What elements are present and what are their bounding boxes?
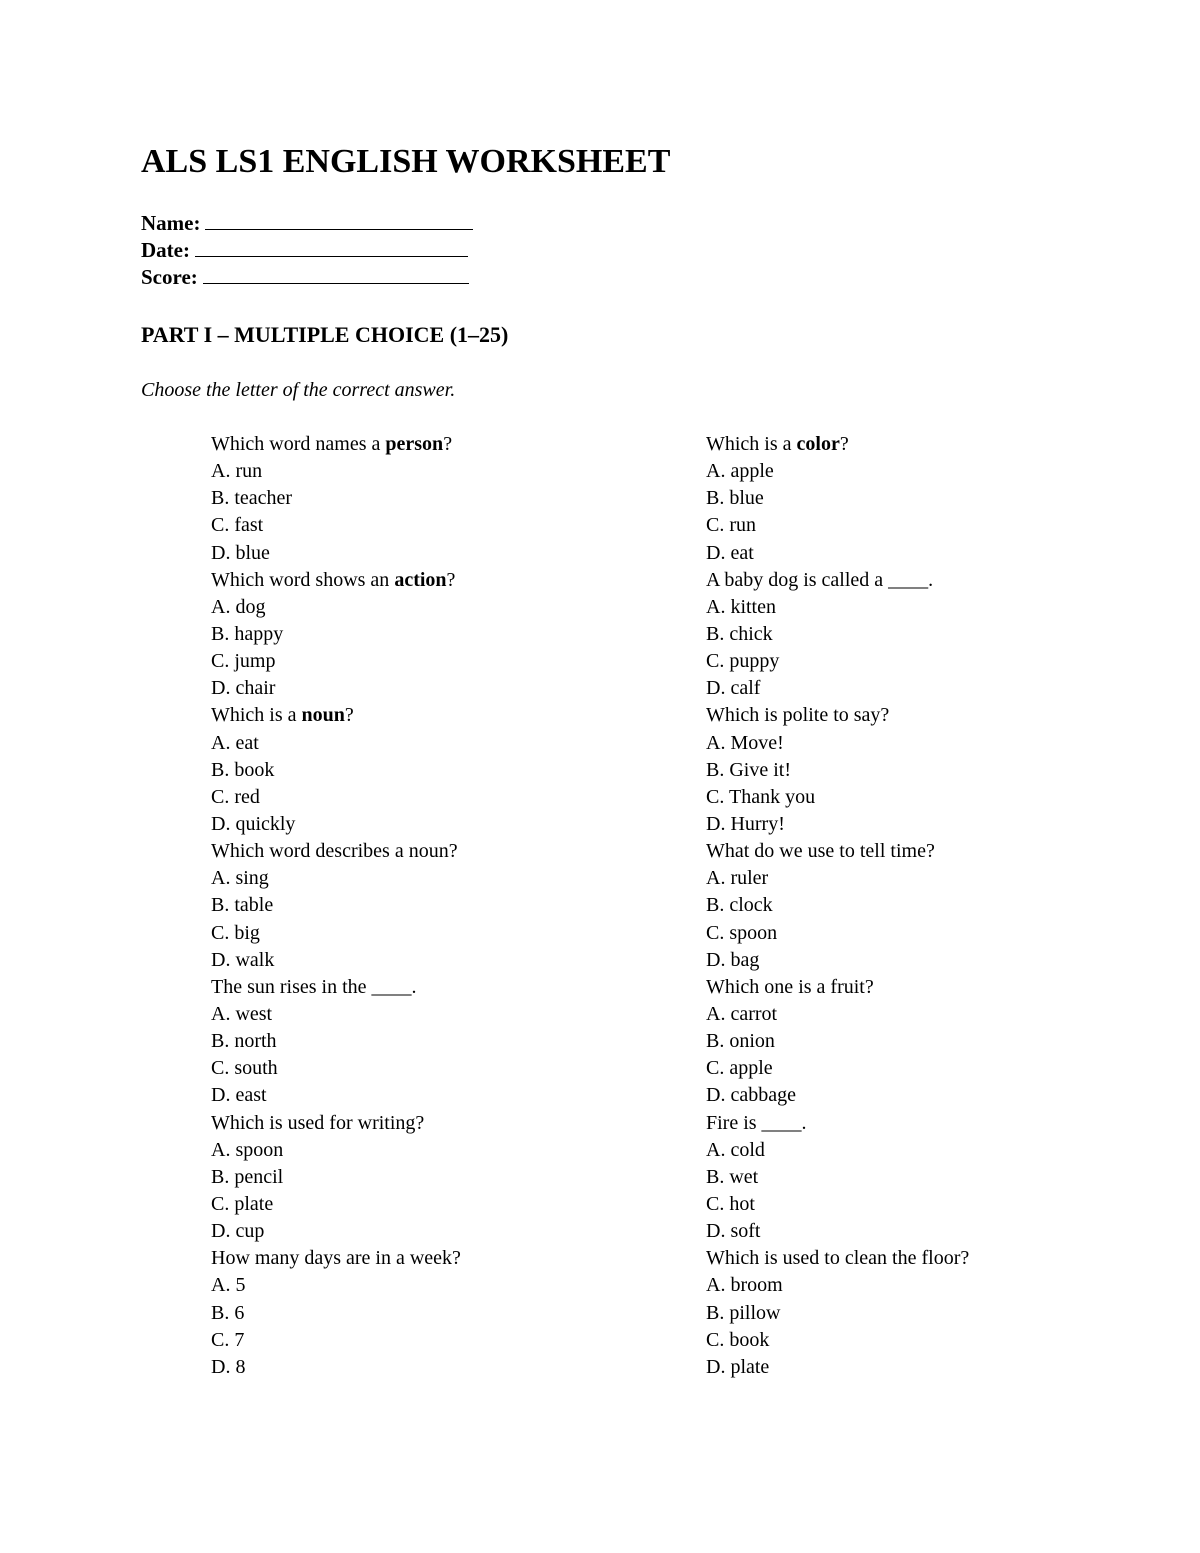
answer-option[interactable]: B. table [211, 894, 274, 917]
question-text-part: Which is used for writing? [211, 1111, 425, 1134]
answer-option[interactable]: D. cabbage [706, 1084, 796, 1107]
question-text-part: Which is a [706, 433, 797, 455]
question-text [706, 1245, 969, 1272]
question-text-part: How many days are in a week? [211, 1247, 461, 1270]
answer-option[interactable]: B. Give it! [706, 758, 791, 781]
answer-option[interactable]: C. spoon [706, 921, 778, 944]
student-info [141, 210, 473, 291]
answer-option[interactable]: A. carrot [706, 1002, 778, 1025]
answer-option[interactable]: C. fast [211, 514, 264, 537]
answer-option[interactable]: D. soft [706, 1220, 761, 1243]
answer-option[interactable]: B. pillow [706, 1301, 781, 1324]
question-text-part: Which is used to clean the floor? [706, 1247, 970, 1270]
question-text-part: The sun rises in the ____. [211, 975, 417, 998]
answer-option[interactable]: D. quickly [211, 812, 296, 835]
answer-option[interactable]: D. bag [706, 948, 760, 971]
answer-option[interactable]: A. ruler [706, 867, 769, 890]
answer-option[interactable]: A. dog [211, 595, 266, 618]
answer-option[interactable]: C. puppy [706, 650, 780, 673]
answer-option[interactable]: A. broom [706, 1274, 783, 1297]
answer-option[interactable]: B. blue [706, 487, 764, 510]
answer-option[interactable]: C. big [211, 921, 260, 944]
date-blank[interactable] [195, 237, 468, 257]
question-text-part: ? [344, 704, 354, 727]
answer-option[interactable]: B. teacher [211, 487, 293, 510]
question-text [211, 838, 458, 865]
answer-option[interactable]: D. walk [211, 948, 275, 971]
answer-option[interactable]: B. onion [706, 1030, 775, 1053]
score-label: Score: [141, 265, 198, 289]
question-text [211, 702, 354, 729]
question-text-part: Which is a [211, 704, 302, 727]
question-text-part: What do we use to tell time? [706, 840, 935, 863]
answer-option[interactable]: A. west [211, 1002, 273, 1025]
answer-option[interactable]: B. clock [706, 894, 773, 917]
part1-title: PART I – MULTIPLE CHOICE (1–25) [141, 322, 509, 347]
answer-option[interactable]: C. plate [211, 1192, 274, 1215]
answer-option[interactable]: C. Thank you [706, 785, 816, 808]
name-line [141, 210, 473, 237]
question-text [211, 1110, 424, 1137]
question-text [706, 838, 935, 865]
question-keyword: color [796, 433, 840, 455]
score-line [141, 264, 473, 291]
question-text-part: Which one is a fruit? [706, 975, 874, 998]
answer-option[interactable]: A. Move! [706, 731, 784, 754]
name-blank[interactable] [205, 210, 473, 230]
question-keyword: person [385, 433, 444, 455]
part1-instruction: Choose the letter of the correct answer. [141, 379, 456, 401]
answer-option[interactable]: C. 7 [211, 1328, 245, 1351]
name-label: Name: [141, 211, 201, 235]
answer-option[interactable]: D. plate [706, 1355, 770, 1378]
answer-option[interactable]: D. calf [706, 677, 761, 700]
question-text-part: Which word describes a noun? [211, 840, 458, 863]
question-text [706, 1110, 807, 1137]
answer-option[interactable]: A. eat [211, 731, 259, 754]
answer-option[interactable]: A. run [211, 460, 263, 483]
answer-option[interactable]: A. sing [211, 867, 269, 890]
answer-option[interactable]: A. 5 [211, 1274, 246, 1297]
question-text [211, 431, 452, 458]
answer-option[interactable]: B. pencil [211, 1165, 284, 1188]
answer-option[interactable]: D. Hurry! [706, 812, 785, 835]
answer-option[interactable]: A. cold [706, 1138, 765, 1161]
answer-option[interactable]: B. chick [706, 622, 773, 645]
question-text [211, 974, 417, 1001]
question-keyword: action [394, 568, 447, 591]
question-text-part: ? [446, 568, 456, 591]
question-text-part: ? [443, 433, 453, 455]
answer-option[interactable]: C. south [211, 1057, 278, 1080]
answer-option[interactable]: B. 6 [211, 1301, 245, 1324]
answer-option[interactable]: A. spoon [211, 1138, 284, 1161]
question-text-part: Which word shows an [211, 568, 395, 591]
question-text-part: Which is polite to say? [706, 704, 890, 727]
answer-option[interactable]: D. eat [706, 541, 754, 564]
answer-option[interactable]: D. blue [211, 541, 270, 564]
date-label: Date: [141, 238, 190, 262]
question-text-part: Which word names a [211, 433, 386, 455]
question-text [706, 974, 874, 1001]
answer-option[interactable]: D. cup [211, 1220, 265, 1243]
question-text [706, 702, 889, 729]
answer-option[interactable]: C. apple [706, 1057, 773, 1080]
question-text-part: ? [839, 433, 849, 455]
question-text [706, 431, 849, 458]
question-text-part: Fire is ____. [706, 1111, 807, 1134]
page-title: ALS LS1 ENGLISH WORKSHEET [141, 143, 671, 180]
answer-option[interactable]: C. red [211, 785, 260, 808]
answer-option[interactable]: C. book [706, 1328, 770, 1351]
answer-option[interactable]: C. hot [706, 1192, 755, 1215]
answer-option[interactable]: B. book [211, 758, 275, 781]
answer-option[interactable]: C. run [706, 514, 756, 537]
answer-option[interactable]: C. jump [211, 650, 276, 673]
date-line [141, 237, 473, 264]
answer-option[interactable]: D. east [211, 1084, 267, 1107]
answer-option[interactable]: A. kitten [706, 595, 776, 618]
question-keyword: noun [301, 704, 345, 727]
score-blank[interactable] [203, 264, 469, 284]
answer-option[interactable]: A. apple [706, 460, 774, 483]
question-text [706, 567, 933, 594]
question-text [211, 1245, 461, 1272]
answer-option[interactable]: B. happy [211, 622, 284, 645]
answer-option[interactable]: D. chair [211, 677, 276, 700]
answer-option[interactable]: B. wet [706, 1165, 759, 1188]
answer-option[interactable]: B. north [211, 1030, 277, 1053]
question-text [211, 567, 455, 594]
answer-option[interactable]: D. 8 [211, 1355, 246, 1378]
question-text-part: A baby dog is called a ____. [706, 568, 934, 591]
